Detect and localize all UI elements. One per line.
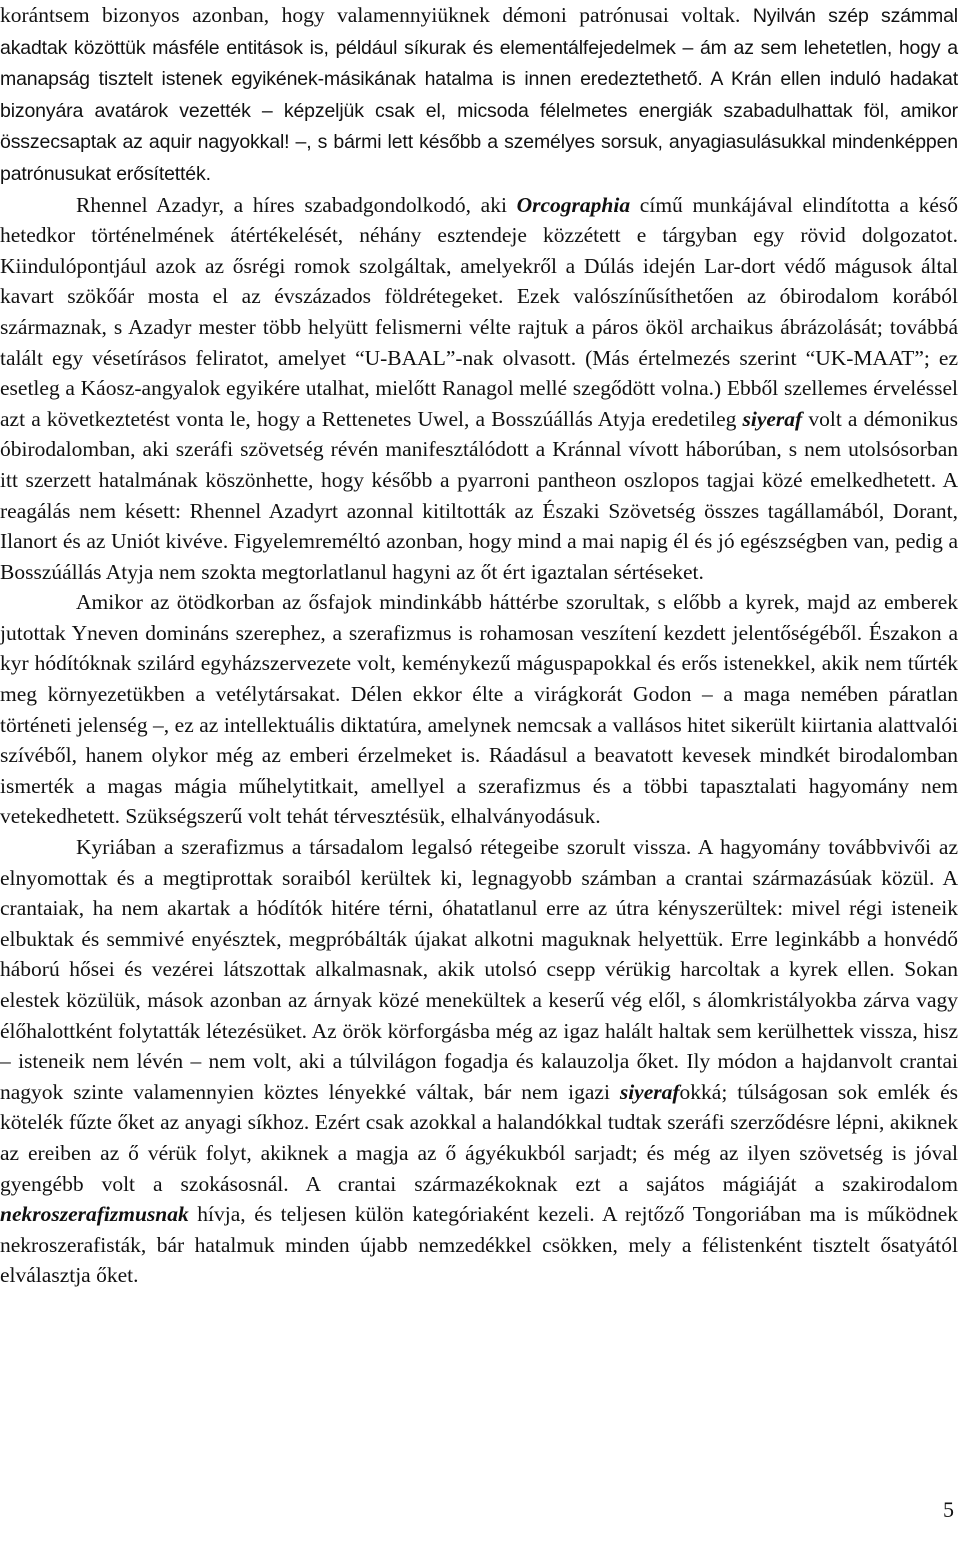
paragraph-4-text-a: Kyriában a szerafizmus a társadalom legalsó rétegeibe szorult vissza. A hagyomány továbbvivői az elnyomottak és a megtiprottak soraiból kerültek ki, legnagyobb számban a crantai származásúak közül. A crantaiak, ha nem akartak a hódítók hitére térni, óhatatlanul erre az útra kényszerültek: mivel régi isteneik elbuktak és semmivé enyésztek, megpróbálták újakat alkotni maguknak helyettük. Erre leginkább a honvédő háború hősei és vezérei látszottak alkalmasnak, akik utolsó csepp vérükig harcoltak a kyrek ellen. Sokan elestek közülük, mások azonban az árnyak közé menekültek a keserű vég elől, s álomkristályokba zárva vagy élőhalottként folytatták létezésüket. Az örök körforgásba még az igaz halált haltak sem kerülhettek vissza, hisz – isteneik nem lévén – nem volt, aki a túlvilágon fogadja és kalauzolja őket. Ily módon a hajdanvolt crantai nagyok szinte valamennyien köztes lényekké váltak, bár nem igazi bbox=[0, 835, 958, 1104]
paragraph-2 bbox=[0, 190, 958, 588]
paragraph-4-text-c: hívja, és teljesen külön kategóriaként kezeli. A rejtőző Tongoriában ma is működnek nekroszerafisták, bár hatalmuk minden újabb nemzedékkel csökken, mely a félistenként tisztelt ősatyától elválasztja őket. bbox=[0, 1202, 958, 1288]
paragraph-4-text-b: okká; túlságosan sok emlék és kötelék fűzte őket az anyagi síkhoz. Ezért csak azokkal a halandókkal tudtak szeráfi szerződésre lépni, akiknek az ereiben az ő vérük folyt, akiknek a magja az ő ágyékukból sarjadt; és még az ilyen szövetség is jóval gyengébb volt a szokásosnál. A crantai származékoknak ezt a sajátos mágiáját a szakirodalom bbox=[0, 1079, 958, 1196]
term-siyeraf: siyeraf bbox=[742, 406, 803, 431]
paragraph-2-text-c: volt a démonikus óbirodalomban, aki szeráfi szövetség révén manifesztálódott a Kránnal vívott háborúban, s nem utolsósorban itt szerzett hatalmának köszönhette, hogy később a pyarroni pantheon oszlopos tagjai közé emelkedhetett. A reagálás nem késett: Rhennel Azadyrt azonnal kitiltották az Északi Szövetség összes tagállamából, Dorant, Ilanort és az Uniót kivéve. Figyelemreméltó azonban, hogy mind a mai napig él és jó egészségben van, pedig a Bosszúállás Atyja nem szokta megtorlatlanul hagyni az őt ért igaztalan sértéseket. bbox=[0, 406, 958, 584]
term-siyeraf-2: siyeraf bbox=[619, 1079, 680, 1104]
paragraph-4 bbox=[0, 832, 958, 1291]
page-number: 5 bbox=[943, 1497, 954, 1522]
paragraph-3 bbox=[0, 587, 958, 832]
paragraph-3-text: Amikor az ötödkorban az ősfajok mindinkább háttérbe szorultak, s előbb a kyrek, majd az emberek jutottak Yneven domináns szerephez, a szerafizmus is rohamosan veszítení kezdett jelentőségéből. Északon a kyr hódítóknak szilárd egyházszervezete volt, keménykezű máguspapokkal és erős istenekkel, akik nem tűrték meg környezetükben a vetélytársakat. Délen ekkor élte a virágkorát Godon – a maga nemében páratlan történeti jelenség –, ez az intellektuális diktatúra, amelynek nemcsak a vallásos hitet sikerült kiirtania alattvalói szívéből, hanem olykor még az emberi érzelmeket is. Ráadásul a beavatott kevesek mindkét birodalomban ismerték a magas mágia műhelytitkait, amellyel a szerafizmus és a többi tapasztalati hagyomány nem vetekedhetett. Szükségszerű volt tehát térvesztésük, elhalványodásuk. bbox=[0, 590, 958, 829]
paragraph-1-sans-part: Nyilván szép számmal akadtak közöttük másféle entitások is, például síkurak és elementálfejedelmek – ám az sem lehetetlen, hogy a manapság tisztelt istenek egyikének-másikának hatalma is innen eredeztethető. A Krán ellen induló hadakat bizonyára avatárok vezették – képzeljük csak el, micsoda félelmetes energiák szabadulhattak föl, amikor összecsaptak az aquir nagyokkal! –, s bármi lett később a személyes sorsuk, anyagiasulásukkal mindenképpen patrónusukat erősítették. bbox=[0, 5, 958, 185]
term-nekroszerafizmus: nekroszerafizmusnak bbox=[0, 1202, 189, 1227]
paragraph-2-text-a: Rhennel Azadyr, a híres szabadgondolkodó, aki bbox=[76, 192, 517, 217]
book-title-orcographia: Orcographia bbox=[516, 192, 631, 217]
paragraph-2-text-b: című munkájával elindította a késő hetedkor történelmének átértékelését, néhány esztendeje közzétett e tárgyban egy rövid dolgozatot. Kiindulópontjául azok az ősrégi romok szolgáltak, amelyekről a Dúlás idején Lar-dort védő mágusok által kavart szökőár mosta el az évszázados földrétegeket. Ezek valószínűsíthetően az óbirodalom korából származnak, s Azadyr mester több helyütt felismerni vélte rajtuk a páros ököl archaikus ábrázolását; továbbá talált egy vésetírásos feliratot, amelyet “U-BAAL”-nak olvasott. (Más értelmezés szerint “UK-MAAT”; ez esetleg a Káosz-angyalok egyikére utalhat, mielőtt Ranagol mellé szegődött volna.) Ebből szellemes érveléssel azt a következtetést vonta le, hogy a Rettenetes Uwel, a Bosszúállás Atyja eredetileg bbox=[0, 192, 958, 431]
paragraph-1 bbox=[0, 0, 958, 190]
paragraph-1-serif-part: korántsem bizonyos azonban, hogy valamennyiüknek démoni patrónusai voltak. bbox=[0, 3, 753, 27]
